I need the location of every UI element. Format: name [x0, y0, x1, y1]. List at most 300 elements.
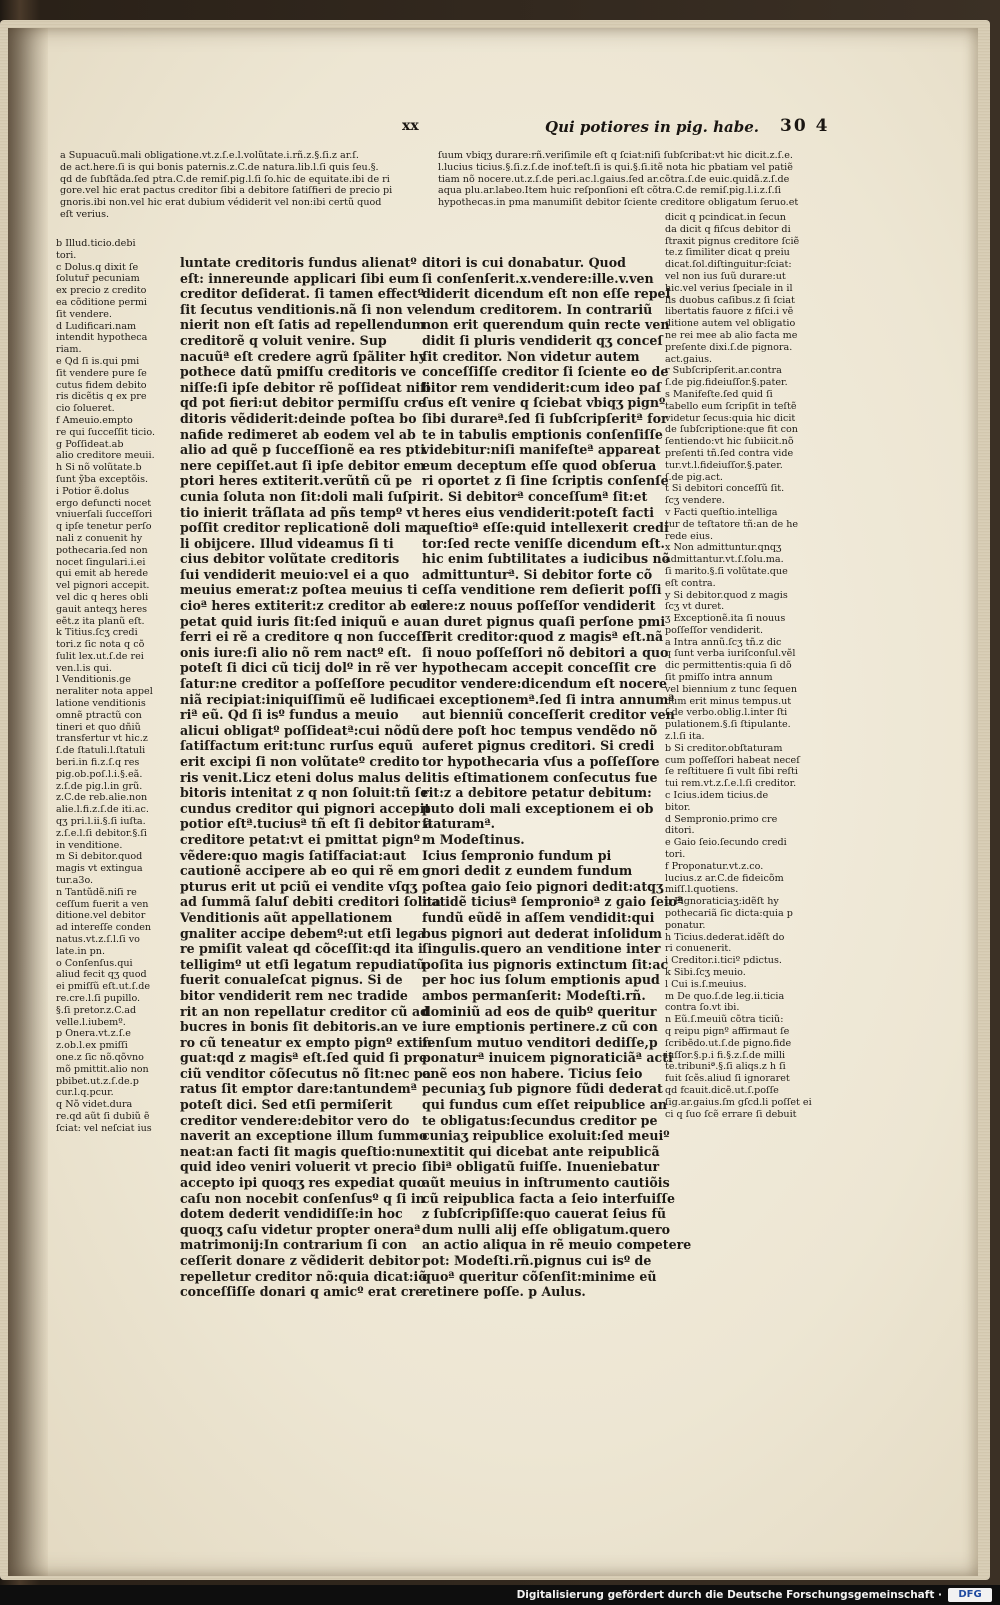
text-line: z.l.ſi ita. [665, 731, 705, 743]
text-line: dicat.ſol.diſtinguitur:ſciat: [665, 259, 792, 271]
text-line: guat:qd z magisª eſt.ſed quid ſi pre [180, 1050, 428, 1066]
text-line: cuniaʒ reipublice exoluit:ſed meuiº [422, 1128, 670, 1144]
folio-number: 30 4 [780, 116, 830, 136]
digitization-footer [0, 1585, 1000, 1605]
text-line: cundus creditor qui pignori accepit [180, 800, 431, 816]
text-line: alio creditore meuii. [56, 450, 155, 462]
text-line: dicit q pcindicat.in ſecun [665, 212, 786, 223]
text-line: ea cõditione permi [56, 296, 147, 308]
text-line: de act.here.ſi is qui bonis paternis.z.C.de natura.lib.l.ſi quis ſeu.§. [60, 161, 379, 173]
text-line: z.ſ.e.l.ſi debitor.§.ſi [56, 827, 147, 839]
text-line: tui rem.vt.z.ſ.e.l.ſi creditor. [665, 778, 797, 790]
text-line: rede eius. [665, 530, 714, 542]
text-line: cutus fidem debito [56, 379, 147, 391]
text-line: ſibiª obligatũ fuiſſe. Inueniebatur [422, 1159, 660, 1175]
text-line: re pmiſit valeat qd cõceſſit:qd ita i [180, 941, 423, 957]
text-line: aqua plu.ar.labeo.Item huic reſponſioni eſt cõtra.C.de remiſ.pig.l.i.z.ſ.ſi [438, 185, 782, 197]
text-line: e Gaio ſeio.ſecundo credi [665, 837, 787, 849]
text-line: z ſubſcripſiſſe:quo cauerat ſeius fũ [422, 1206, 667, 1222]
text-line: l Cui is.ſ.meuius. [665, 978, 747, 990]
text-line: libertatis fauore z fiſci.i vẽ [665, 306, 794, 318]
text-line: t Si debitori conceſſũ ſit. [665, 483, 785, 495]
text-line: a Supuacuũ.mali obligatione.vt.z.ſ.e.l.volũtate.i.rñ.z.§.ſi.z ar.ſ. [60, 150, 359, 161]
text-line: x Non admittuntur.qnqʒ [665, 542, 782, 554]
text-line: l.lucius ticius.§.ſi.z.ſ.de inof.teſt.ſi is qui.§.ſi.itẽ nota hic pbatiam vel patiẽ [438, 161, 793, 173]
text-line: ponaturª inuicem pignoraticiãª acti [422, 1050, 673, 1066]
text-line: retinere poſſe. p Aulus. [422, 1284, 586, 1300]
text-line: ſatiſfactum erit:tunc rurſus equũ [180, 738, 414, 754]
text-line: ſunt ỹba exceptõis. [56, 473, 149, 485]
text-line: an duret pignus quaſi perſone pmi [422, 613, 666, 629]
text-line: ditione.vel debitor [56, 910, 146, 922]
text-line: ris venit.Licz eteni dolus malus de [180, 769, 422, 785]
text-line: vniuerſali ſucceſſori [56, 509, 153, 521]
text-line: poſſit creditor replicationẽ doli ma [180, 520, 427, 536]
text-line: nafide redimeret ab eodem vel ab [180, 426, 416, 442]
text-line: te.z ſimiliter dicat q preiu [665, 247, 790, 259]
text-line: eum deceptum eſſe quod obſerua [422, 457, 657, 473]
text-line: iure emptionis pertinere.z cũ con [422, 1019, 658, 1035]
text-line: e Qd ſi is.qui pmi [56, 355, 140, 367]
text-line: nocet ſingulari.i.ei [56, 556, 146, 568]
text-line: tor:ſed recte veniſſe dicendum eſt. [422, 535, 665, 551]
text-line: vel dic q heres obli [56, 591, 149, 603]
text-line: g Poſſideat.ab [56, 438, 124, 450]
text-line: y Si debitor.quod z magis [665, 589, 788, 601]
text-line: aut bienniũ conceſſerit creditor ven [422, 707, 675, 723]
text-line: an actio aliqua in rẽ meuio competere [422, 1237, 692, 1253]
text-line: ceſſum fuerit a ven [56, 898, 149, 910]
text-line: ſui vendiderit meuio:vel ei a quo [180, 566, 410, 582]
text-line: poſtea gaio ſeio pignori dedit:atqʒ [422, 878, 664, 894]
text-line: cur.l.q.pcur. [56, 1087, 114, 1099]
text-line: ambos permanſerit: Modeſti.rñ. [422, 987, 646, 1003]
text-line: m Modeſtinus. [422, 831, 525, 847]
text-line: tur de teſtatore tñ:an de he [665, 518, 799, 530]
text-line: ſtaturamª. [422, 816, 496, 832]
text-line: conceſſiſſe donari q amicº erat cre [180, 1284, 424, 1300]
text-line: c Dolus.q dixit ſe [56, 261, 139, 273]
text-line: b Illud.ticio.debi [56, 238, 136, 249]
text-line: m De quo.ſ.de leg.ii.ticia [665, 990, 785, 1002]
text-line: rit. Si debitorª conceſſumª ſit:et [422, 488, 648, 504]
text-line: ci q ſuo ſcẽ errare ſi debuit [665, 1108, 797, 1120]
text-line: pothece datũ pmiſſu creditoris ve [180, 364, 417, 380]
text-line: Icius ſempronio fundum pi [422, 847, 612, 863]
text-line: q ſunt verba iuriſconſul.vẽl [665, 648, 796, 660]
text-line: hypothecas.in pma manumiſit debitor ſciente creditore obligatum ſeruo.et [438, 197, 799, 209]
footer-credit: Digitalisierung gefördert durch die Deutsche Forschungsgemeinschaft · [516, 1589, 942, 1601]
text-line: ſcʒ vendere. [665, 495, 725, 507]
text-line: ſe reſtituere ſi vult ſibi reſti [665, 766, 798, 778]
text-line: te in tabulis emptionis conſenſiſſe [422, 426, 663, 442]
text-line: natus.vt.z.ſ.l.ſi vo [56, 934, 140, 946]
text-line: niã recipiat:iniquiſſimũ eẽ ludifica [180, 691, 423, 707]
text-line: eſt: innereunde applicari ſibi eum [180, 270, 420, 286]
text-line: gore.vel hic erat pactus creditor ſibi a debitore ſatiſfieri de precio pi [60, 185, 393, 197]
text-line: ſentiendo:vt hic ſubiicit.nõ [665, 436, 794, 448]
text-line: bitoris intenitat z q non ſoluit:tñ ſe [180, 785, 429, 801]
text-line: f Proponatur.vt.z.co. [665, 860, 764, 872]
text-line: fuerit conualeſcat pignus. Si de [180, 972, 403, 988]
text-line: poſſeſſor vendiderit. [665, 624, 764, 636]
text-line: onẽ eos non habere. Ticius ſeio [422, 1065, 643, 1081]
gloss-top-right [438, 150, 818, 209]
text-line: potior eſtª.tuciusª tñ eſt ſi debitor a [180, 816, 433, 832]
text-line: re.qd aũt ſi dubiũ ẽ [56, 1110, 150, 1122]
text-line: qd fcauit.dicẽ.ut.ſ.poſſe [665, 1084, 779, 1096]
text-line: intendit hypotheca [56, 332, 148, 344]
text-line: pbibet.ut.z.ſ.de.p [56, 1075, 139, 1087]
text-line: one.z ſic nõ.qõvno [56, 1051, 144, 1063]
text-line: h Si nõ volũtate.b [56, 462, 142, 474]
text-line: z.ſ.de pig.l.in grũ. [56, 780, 143, 792]
text-line: ditione autem vel obligatio [665, 318, 796, 330]
text-line: dominiũ ad eos de quibº queritur [422, 1003, 657, 1019]
text-line: n Tantũdẽ.niſi re [56, 886, 137, 898]
text-line: extitit qui dicebat ante reipublicã [422, 1143, 660, 1159]
text-line: f Ameuio.empto [56, 414, 133, 426]
text-line: per hoc ius ſolum emptionis apud [422, 972, 660, 988]
text-line: h Ticius.dederat.idẽſt do [665, 931, 785, 943]
text-line: ei exceptionemª.ſed ſi intra annumª [422, 691, 675, 707]
text-line: d Ludificari.nam [56, 320, 137, 332]
text-line: ſit vendere pure ſe [56, 367, 147, 379]
text-line: ceſſerit donare z vẽdiderit debitor [180, 1253, 420, 1268]
text-line: ſ.de verbo.oblig.l.inter ſti [665, 707, 788, 719]
text-line: pulationem.§.ſi ſtipulante. [665, 719, 791, 731]
text-line: riª eũ. Qd ſi isº fundus a meuio [180, 707, 399, 723]
text-line: pig.ob.poſ.l.i.§.eã. [56, 768, 143, 780]
text-line: preſenti tñ.ſed contra vide [665, 447, 794, 459]
text-line: riam. [56, 344, 82, 356]
text-line: late.in pn. [56, 945, 106, 957]
text-line: n Eũ.ſ.meuiũ cõtra ticiũ: [665, 1014, 784, 1026]
text-line: didit ſi pluris vendiderit qʒ conceſ [422, 332, 663, 348]
text-line: velle.l.iubemº. [56, 1016, 126, 1028]
text-line: ex precio z credito [56, 285, 147, 297]
text-line: re.cre.l.ſi pupillo. [56, 993, 141, 1004]
text-line: ferri ei rẽ a creditore q non ſucceſſi [180, 629, 432, 645]
text-line: ſ.de ſtatuli.l.ſtatuli [56, 745, 146, 757]
text-line: neraliter nota appel [56, 686, 153, 698]
text-line: pothecariã ſic dicta:quia p [665, 908, 793, 920]
text-line: ſit pmiſſo intra annum [665, 672, 773, 684]
text-line: fundũ eũdẽ in aſſem vendidit:qui [422, 909, 655, 925]
text-line: qui emit ab herede [56, 568, 149, 580]
text-line: ri conuenerit. [665, 943, 732, 955]
text-line: gauit anteqʒ heres [56, 603, 148, 615]
text-line: alio ad quẽ p ſucceſſionẽ ea res pti [180, 442, 425, 458]
text-line: d Sempronio.primo cre [665, 813, 778, 825]
text-line: ſit creditor. Non videtur autem [422, 348, 640, 364]
signature-mark: xx [402, 118, 419, 134]
text-line: ad ſummã ſaluſ debiti creditori ſolnat. [180, 894, 450, 910]
text-line: vẽdere:quo magis ſatiſfaciat:aut [180, 847, 407, 863]
text-line: accepto ipi quoqʒ res expediat quo [180, 1175, 426, 1191]
text-line: ſ.de pig.act. [665, 471, 723, 483]
text-line: q ipſe tenetur perſo [56, 521, 152, 533]
text-line: hic.vel verius ſpeciale in il [665, 282, 793, 294]
text-line: qʒ pri.l.ii.§.ſi iuſta. [56, 816, 146, 828]
text-line: ergo defuncti nocet [56, 497, 152, 509]
text-line: cioª heres extiterit:z creditor ab eo [180, 598, 427, 614]
text-line: ʒ Exceptionẽ.ita ſi nouus [665, 613, 786, 625]
text-line: videtur ſecus:quia hic dicit [665, 412, 796, 424]
text-line: preſente dixi.ſ.de pignora. [665, 341, 793, 353]
text-line: ditori. [665, 825, 695, 837]
text-line: omnẽ ptractũ con [56, 709, 142, 721]
text-line: b Si creditor.obſtaturam [665, 742, 783, 754]
text-line: cautionẽ accipere ab eo qui rẽ em [180, 863, 420, 879]
text-line: caſu non nocebit conſenſusº q ſi in [180, 1190, 425, 1206]
text-line: te obligatus:ſecundus creditor pe [422, 1112, 658, 1128]
text-line: ad intereſſe conden [56, 922, 152, 934]
text-line: pothecaria.ſed non [56, 544, 148, 556]
text-line: meuius emerat:z poſtea meuius ti [180, 582, 418, 598]
text-line: contra ſo.vt ibi. [665, 1002, 740, 1014]
text-line: in venditione. [56, 839, 123, 851]
text-line: miſſ.l.quotiens. [665, 884, 739, 896]
text-line: matrimonij:In contrarium ſi con [180, 1237, 407, 1253]
text-line: ſcʒ vt duret. [665, 601, 725, 613]
text-line: ſus eſt venire q ſciebat vbiqʒ pignº [422, 395, 666, 411]
text-line: diderit dicendum eſt non eſſe repel [422, 286, 671, 302]
text-line: i Creditor.i.ticiº pdictus. [665, 955, 782, 967]
text-line: ſtraxit pignus creditore ſciẽ [665, 235, 800, 247]
text-line: lis duobus caſibus.z ſi ſciat [665, 294, 795, 306]
text-line: cunia ſoluta non ſit:doli mali ſuſpi [180, 488, 422, 504]
text-line: eſt contra. [665, 577, 716, 589]
text-line: dere poſt hoc tempus vendẽdo nõ [422, 722, 658, 738]
text-line: niſſe:ſi ipſe debitor rẽ poſſideat niſi [180, 379, 431, 395]
text-line: magis vt extingua [56, 863, 143, 875]
text-line: repelletur creditor nõ:quia dicat:iõ [180, 1268, 427, 1284]
text-line: heres eius vendiderit:poteſt facti [422, 504, 655, 520]
text-line: k Titius.ſcʒ credi [56, 627, 138, 639]
text-line: g Pignoraticiaʒ:idẽſt hy [665, 896, 779, 908]
text-line: tori. [665, 849, 686, 861]
text-line: mõ pmittit.alio non [56, 1063, 149, 1075]
text-line: ſig.ar.gaius.ſm gſcd.li poſſet ei [665, 1096, 812, 1108]
text-line: aũt meuius in inſtrumento cautiõis [422, 1175, 670, 1191]
text-line: queſtioª eſſe:quid intellexerit credi [422, 520, 669, 536]
running-head: Qui potiores in pig. habe. [545, 118, 759, 136]
text-line: z.C.de reb.alie.non [56, 792, 148, 804]
text-line: vel biennium z tunc ſequen [665, 683, 797, 695]
text-line: nali z conuenit hy [56, 532, 143, 544]
text-line: k Sibi.ſcʒ meuio. [665, 967, 746, 978]
text-line: ro cũ teneatur ex empto pignº extin [180, 1034, 432, 1050]
gloss-right-column [665, 212, 825, 1120]
text-line: Venditionis aũt appellationem [180, 909, 393, 925]
text-line: o Conſenſus.qui [56, 957, 133, 969]
text-line: qd pot fieri:ut debitor permiſſu cre [180, 395, 426, 411]
text-line: tori.z ſic nota q cõ [56, 639, 145, 651]
text-line: tor hypothecaria vſus a poſſeſſore [422, 754, 660, 769]
main-text-column-a [180, 255, 450, 1300]
text-line: ſuum vbiqʒ durare:rñ.veriſimile eſt q ſciat:niſi ſubſcribat:vt hic dicit.z.ſ.e. [438, 150, 793, 161]
text-line: tiam nõ nocere.ut.z.ſ.de peri.ac.l.gaius.ſed ar.cõtra.ſ.de euic.quidã.z.ſ.de [438, 173, 790, 185]
text-line: pturus erit ut pciũ ei vendite vſqʒ [180, 878, 417, 894]
text-line: ſibi durareª.ſed ſi ſubſcripſeritª for [422, 410, 668, 426]
text-line: alie.l.fi.z.ſ.de iti.ac. [56, 804, 149, 816]
text-line: ſ.de pig.fideiuſſor.§.pater. [665, 377, 788, 389]
text-line: ditori is cui donabatur. Quod [422, 255, 626, 270]
text-line: dere:z nouus poſſeſſor vendiderit [422, 598, 656, 614]
text-line: vel non ius ſuũ durare:ut [665, 270, 786, 282]
text-line: lucius.z ar.C.de fideicõm [665, 872, 784, 884]
text-line: da dicit q fiſcus debitor di [665, 223, 791, 235]
text-line: ſatur:ne creditor a poſſeſſore pecu [180, 676, 424, 692]
text-line: creditorẽ q voluit venire. Sup [180, 332, 387, 348]
text-line: alicui obligatº poſſideatª:cui nõdũ [180, 722, 420, 738]
text-line: pot: Modeſti.rñ.pignus cui isº de [422, 1253, 652, 1268]
text-line: bucres in bonis ſit debitoris.an ve [180, 1019, 418, 1035]
text-line: litis eſtimationem conſecutus fue [422, 769, 658, 785]
text-line: onis iure:ſi alio nõ rem nactº eſt. [180, 644, 412, 660]
text-line: z.ob.l.ex pmiſſi [56, 1040, 128, 1052]
text-line: ſingulis.quero an venditione inter [422, 941, 661, 957]
text-line: tio inierit trãſlata ad pñs tempº vt [180, 504, 420, 520]
text-line: l Venditionis.ge [56, 674, 131, 686]
text-line: eſt verius. [60, 208, 110, 220]
text-line: pecuniaʒ ſub pignore fũdi dederat [422, 1081, 663, 1097]
text-line: ri oportet z ſi ſine ſcriptis conſenſe [422, 473, 669, 489]
text-line: neat:an facti ſit magis queſtio:nun [180, 1143, 424, 1159]
text-line: ditor vendere:dicendum eſt nocere [422, 676, 668, 692]
text-line: ris dicẽtis q ex pre [56, 391, 147, 403]
text-line: ſit ſecutus venditionis.nã ſi non ve [180, 301, 423, 317]
text-line: bitor vendiderit rem nec tradide [180, 987, 408, 1003]
text-line: ponatur. [665, 919, 706, 931]
text-line: tabello eum ſcripſit in teſtẽ [665, 400, 797, 412]
text-line: quoª queritur cõſenſit:minime eũ [422, 1268, 657, 1284]
text-line: q Nõ videt.dura [56, 1099, 133, 1111]
text-line: creditore petat:vt ei pmittat pignº [180, 831, 420, 847]
text-line: li obijcere. Illud videamus ſi ti [180, 535, 394, 551]
text-line: poteſt dici. Sed etſi permiſerit [180, 1097, 393, 1113]
text-line: i Potior ẽ.dolus [56, 485, 130, 497]
text-line: luntate creditoris fundus alienatº [180, 255, 417, 270]
text-line: ita idẽ ticiusª ſempronioª z gaio ſeioª [422, 894, 684, 910]
text-line: fuit ſcẽs.aliud ſi ignoraret [665, 1073, 790, 1085]
text-line: poſita ius pignoris extinctum ſit:ac [422, 956, 669, 972]
text-line: auferet pignus creditori. Si credi [422, 738, 655, 754]
text-line: aliud fecit qʒ quod [56, 969, 147, 981]
text-line: ſolutur̃ pecuniam [56, 273, 140, 285]
text-line: v Facti queſtio.intelliga [665, 506, 778, 518]
text-line: ſerit creditor:quod z magisª eſt.nã [422, 629, 664, 645]
text-line: ciũ venditor cõſecutus nõ ſit:nec pa [180, 1065, 431, 1081]
text-line: lendum creditorem. In contrariũ [422, 301, 653, 317]
text-line: tur.vt.l.fideiuſſor.§.pater. [665, 459, 783, 471]
text-line: de ſubſcriptione:que fit con [665, 424, 798, 436]
text-line: ſi marito.§.ſi volũtate.que [665, 565, 788, 577]
text-line: tineri et quo dñiũ [56, 721, 141, 733]
text-line: latione venditionis [56, 698, 146, 710]
text-line: te.tribuniª.§.ſi aliqs.z h ſi [665, 1061, 786, 1073]
text-line: admittantur.vt.ſ.ſolu.ma. [665, 554, 784, 566]
text-line: ptori heres extiterit.verũtñ cũ pe [180, 473, 413, 489]
text-line: ſi nouo poſſeſſori nõ debitori a quo [422, 644, 669, 660]
text-line: cum poſſeſſori habeat neceſ [665, 754, 800, 766]
text-line: puto doli mali exceptionem ei ob [422, 800, 654, 816]
text-line: gnoris.ibi non.vel hic erat dubium védiderit vel non:ibi certũ quod [60, 197, 382, 209]
text-line: eẽt.z ita planũ eſt. [56, 615, 145, 627]
text-line: qd de ſubſtãda.ſed ptra.C.de remiſ.pig.l.ſi ſo.hic de equitate.ibi de ri [60, 173, 390, 185]
text-line: iuſſor.§.p.i fi.§.z.ſ.de milli [665, 1049, 786, 1061]
text-line: bitor. [665, 801, 691, 813]
text-line: ſit vendere. [56, 308, 112, 320]
text-line: tur.a3o. [56, 875, 94, 887]
text-line: ſi conſenſerit.x.vendere:ille.v.ven [422, 270, 654, 286]
text-line: re qui ſucceſſit ticio. [56, 426, 156, 438]
text-line: q reipu pignº affirmaut ſe [665, 1025, 790, 1037]
text-line: nacuũª eſt credere agrũ ſpãliter hy [180, 348, 427, 364]
text-line: qui fundus cum eſſet reipublice an [422, 1097, 668, 1113]
text-line: bitor rem vendiderit:cum ideo paſ [422, 379, 662, 395]
text-line: gnori dedit z eundem fundum [422, 863, 633, 879]
text-line: r Subſcripſerit.ar.contra [665, 365, 782, 377]
text-line: bus pignori aut dederat inſolidum [422, 925, 662, 941]
text-line: transfertur vt hic.z [56, 733, 148, 745]
text-line: cio ſolueret. [56, 403, 115, 415]
text-line: nere cepiſſet.aut ſi ipſe debitor em [180, 457, 426, 473]
text-line: rit an non repellatur creditor cũ ad [180, 1003, 429, 1019]
text-line: dic permittentis:quia ſi dõ [665, 660, 792, 672]
text-line: creditor vendere:debitor vero do [180, 1112, 410, 1128]
text-line: c Icius.idem ticius.de [665, 790, 769, 802]
text-line: a Intra annũ.ſcʒ tñ.z dic [665, 636, 782, 648]
page-gutter-shadow [8, 28, 48, 1576]
text-line: videbitur:niſi manifeſteª appareat [422, 442, 661, 458]
text-line: ratus ſit emptor dare:tantundemª [180, 1081, 417, 1097]
text-line: ditoris vẽdiderit:deinde poſtea bo [180, 410, 417, 426]
text-line: ne rei mee ab alio facta me [665, 329, 798, 341]
text-line: ſciat: vel neſciat ius [56, 1122, 152, 1134]
gloss-top-left [60, 150, 393, 221]
text-line: ceſſa venditione rem deſierit poſſi [422, 582, 662, 598]
text-line: m Si debitor.quod [56, 851, 143, 863]
text-line: gnaliter accipe debemº:ut etſi lega [180, 925, 426, 941]
text-line: rit:z a debitore petatur debitum: [422, 785, 652, 801]
text-line: beri.in fi.z.ſ.q res [56, 757, 140, 769]
text-line: dotem dederit vendidiſſe:in hoc [180, 1206, 403, 1222]
text-line: dum erit minus tempus.ut [665, 695, 792, 707]
text-line: ſcribẽdo.ut.ſ.de pigno.fide [665, 1037, 792, 1049]
text-line: vel pignori accepit. [56, 580, 150, 592]
text-line: creditor deſiderat. ſi tamen effectº [180, 286, 424, 302]
text-line: admittunturª. Si debitor forte cõ [422, 566, 653, 582]
text-line: quid ideo veniri voluerit vt precio [180, 1159, 417, 1175]
text-line: erit excipi ſi non volũtateº credito [180, 754, 420, 769]
text-line: s Manifeſte.ſed quid ſi [665, 388, 773, 400]
text-line: ven.l.is qui. [56, 662, 112, 674]
text-line: hic enim ſubtilitates a iudicibus nõ [422, 551, 671, 567]
text-line: dum nulli alij eſſe obligatum.quero [422, 1221, 671, 1237]
text-line: hypothecam accepit conceſſit cre [422, 660, 657, 676]
text-line: cũ reipublica facta a ſeio interfuiſſe [422, 1190, 675, 1206]
text-line: ſenſum mutuo venditori dediſſe,p [422, 1034, 658, 1050]
text-line: §.ſi pretor.z.C.ad [56, 1004, 137, 1016]
text-line: cius debitor volũtate creditoris [180, 551, 400, 567]
text-line: act.gaius. [665, 353, 713, 365]
text-line: tori. [56, 249, 77, 261]
text-line: petat quid iuris ſit:ſed iniquũ e au [180, 613, 421, 629]
text-line: conceſſiſſe creditor ſi ſciente eo de [422, 364, 669, 380]
text-line: naverit an exceptione illum ſummo [180, 1128, 428, 1144]
